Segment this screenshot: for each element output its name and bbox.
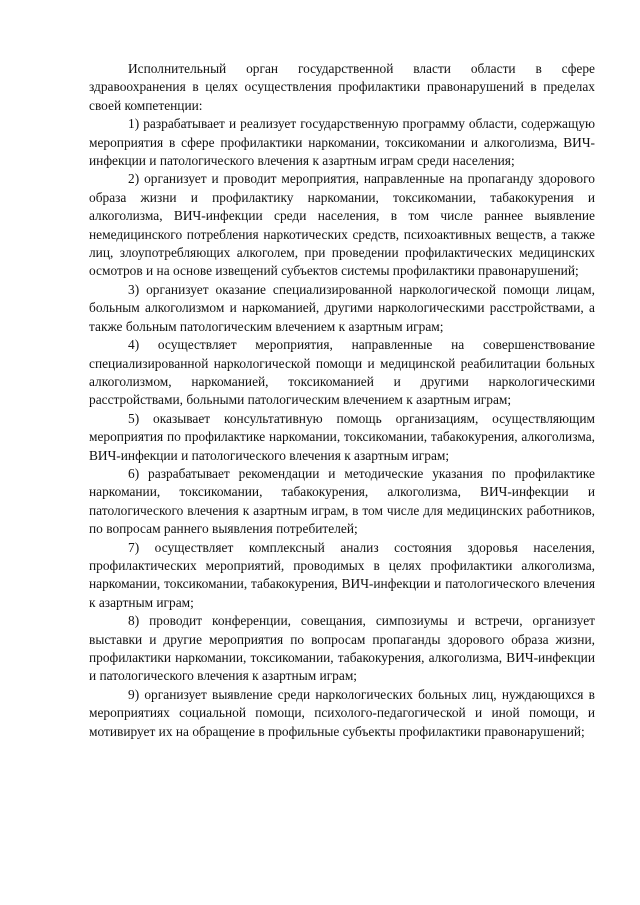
list-item-9: 9) организует выявление среди наркологических больных лиц, нуждающихся в мероприятиях социальной помощи, психолого-педагогической и иной помощи, и мотивирует их на обращение в профильные субъекты профилактики правонарушений; <box>89 686 595 739</box>
list-item-5: 5) оказывает консультативную помощь организациям, осуществляющим мероприятия по профилактике наркомании, токсикомании, табакокурения, алкоголизма, ВИЧ-инфекции и патологического влечения к азартным играм; <box>89 410 595 463</box>
document-page <box>89 60 595 741</box>
list-item-7: 7) осуществляет комплексный анализ состояния здоровья населения, профилактических мероприятий, проводимых в целях профилактики алкоголизма, наркомании, токсикомании, табакокурения, ВИЧ-инфекции и патологического влечения к азартным играм; <box>89 539 595 610</box>
list-item-8: 8) проводит конференции, совещания, симпозиумы и встречи, организует выставки и другие мероприятия по вопросам пропаганды здорового образа жизни, профилактики наркомании, токсикомании, табакокурения, алкоголизма, ВИЧ-инфекции и патологического влечения к азартным играм; <box>89 613 595 684</box>
intro-paragraph: Исполнительный орган государственной власти области в сфере здравоохранения в целях осуществления профилактики правонарушений в пределах своей компетенции: <box>89 61 595 113</box>
list-item-2: 2) организует и проводит мероприятия, направленные на пропаганду здорового образа жизни и профилактику наркомании, токсикомании, табакокурения и алкоголизма, ВИЧ-инфекции среди населения, в том числе раннее выявление немедицинского потребления наркотических средств, психоактивных веществ, а также лиц, злоупотребляющих алкоголем, при проведении профилактических медицинских осмотров и на основе извещений субъектов системы профилактики правонарушений; <box>89 171 595 279</box>
list-item-3: 3) организует оказание специализированной наркологической помощи лицам, больным алкоголизмом и наркоманией, другими наркологическими расстройствами, а также больным патологическим влечением к азартным играм; <box>89 281 595 334</box>
list-item-6: 6) разрабатывает рекомендации и методические указания по профилактике наркомании, токсикомании, табакокурения, алкоголизма, ВИЧ-инфекции и патологического влечения к азартным играм, в том числе для медицинских работников, по вопросам раннего выявления потребителей; <box>89 465 595 537</box>
list-item-1: 1) разрабатывает и реализует государственную программу области, содержащую мероприятия в сфере профилактики наркомании, токсикомании и алкоголизма, ВИЧ-инфекции и патологического влечения к азартным играм среди населения; <box>89 116 595 169</box>
list-item-4: 4) осуществляет мероприятия, направленные на совершенствование специализированной наркологической помощи и медицинской реабилитации больных алкоголизмом, наркоманией, токсикоманией и другими наркологическими расстройствами, больными патологическим влечением к азартным играм; <box>89 337 595 408</box>
